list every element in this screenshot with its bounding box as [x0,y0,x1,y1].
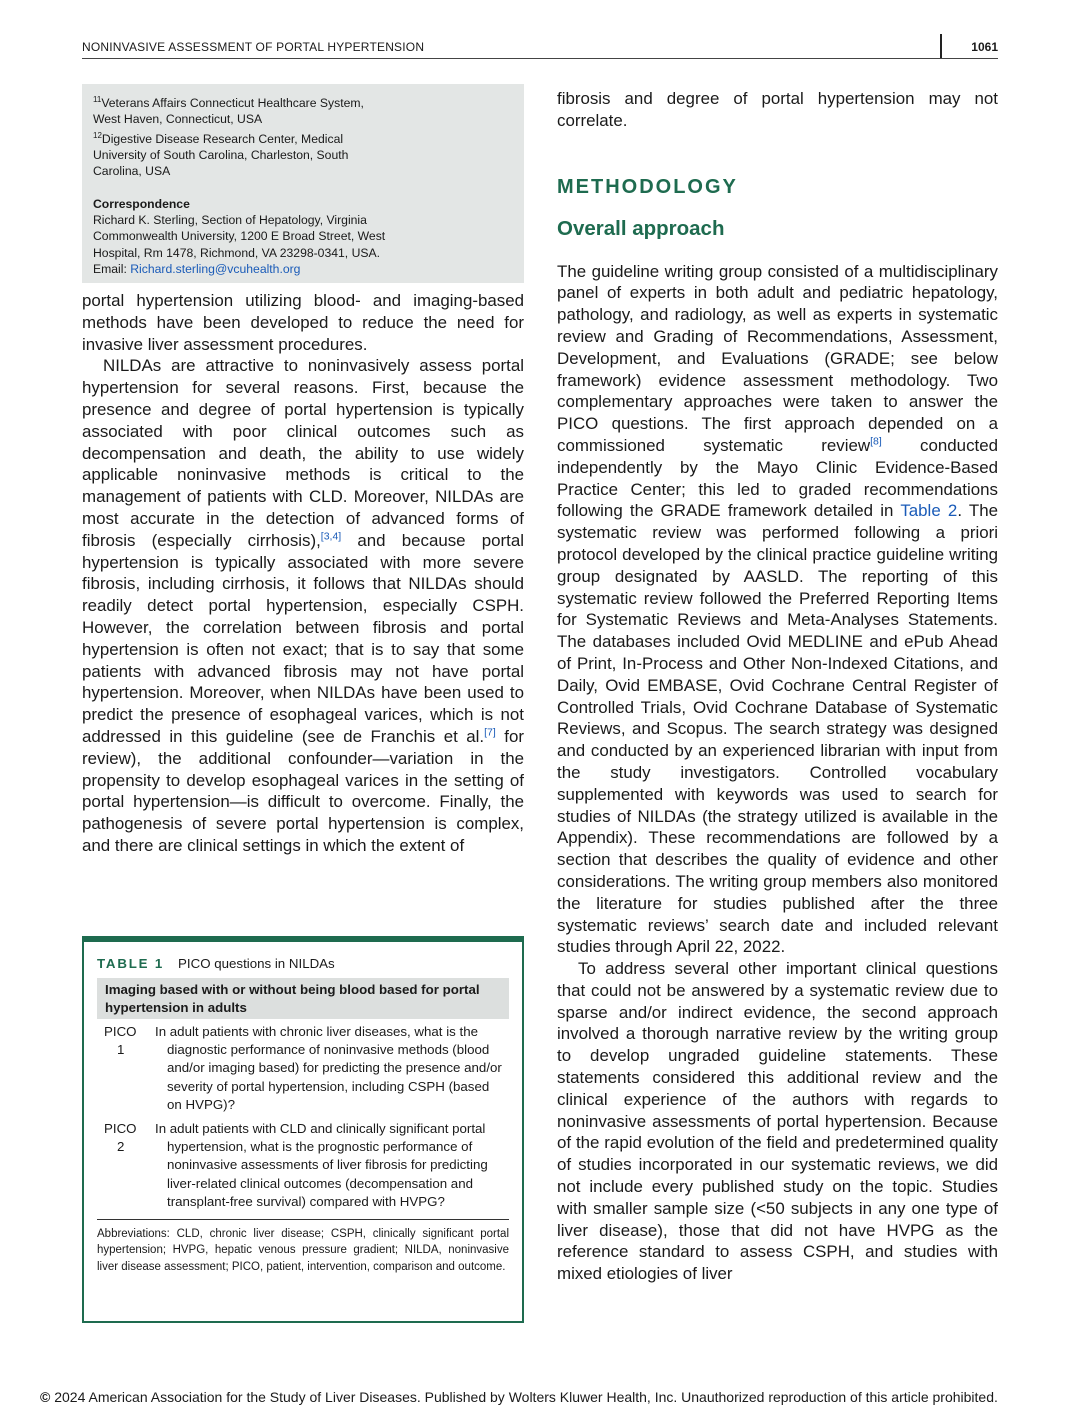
affiliation-box [82,84,524,283]
email-link[interactable]: Richard.sterling@vcuhealth.org [130,261,301,276]
citation-3-4[interactable]: [3,4] [320,530,342,543]
affiliation-11: $^{11}$Veterans Affairs Connecticut Healthcare System, [93,95,364,111]
header-rule [82,58,998,59]
page-number: 1061 [971,40,998,54]
correspondence-line3: Hospital, Rm 1478, Richmond, VA 23298-0341, USA. [93,245,381,260]
left-paragraph-2: NILDAs are attractive to noninvasively assess portal hypertension for several reasons. First, because the presence and degree of portal hypertension is typically associated with poor clinical outcomes such as decompensation and death, the ability to use widely applicable noninvasive methods is critical to the management of patients with CLD. Moreover, NILDAs are most accurate in the detection of advanced forms of fibrosis (especially cirrhosis),[3,4] and because portal hypertension is typically associated with more severe fibrosis, including cirrhosis, it follows that NILDAs should readily detect portal hypertension, especially CSPH. However, the correlation between fibrosis and portal hypertension is often not exact; that is to say that some patients with advanced fibrosis may not have portal hypertension. Moreover, when NILDAs have been used to predict the presence of esophageal varices, which is not addressed in this guideline (see de Franchis et al.[7] for review), the additional confounder—variation in the propensity to develop esophageal varices in the setting of portal hypertension—is difficult to overcome. Finally, the pathogenesis of severe portal hypertension is complex, and there are clinical settings in which the extent of [82,356,525,855]
header-divider [940,34,942,58]
citation-7[interactable]: [7] [484,726,496,739]
right-column [557,88,998,1285]
subsection-heading: Overall approach [557,216,725,240]
table-section-header: Imaging based with or without being blood based for portal hypertension in adults [97,978,509,1019]
table-caption [97,956,509,971]
table-abbreviations: Abbreviations: CLD, chronic liver disease; CSPH, clinically significant portal hypertension; HVPG, hepatic venous pressure gradient; NILDA, noninvasive liver disease assessment; PICO, patient, intervention, comparison and outcome. [97,1219,509,1275]
correspondence-heading: Correspondence [93,196,190,211]
right-paragraph-0: fibrosis and degree of portal hypertension may not correlate. [557,89,998,130]
section-heading: METHODOLOGY [557,175,738,198]
table-row: PICO 2 In adult patients with CLD and clinically significant portal hypertension, what is the prognostic performance of noninvasive assessments of liver fibrosis for predicting liver-related clinical outcomes (decompensation and transplant-free survival) compared with HVPG? [97,1120,509,1211]
table-1 [82,936,524,1323]
correspondence-line1: Richard K. Sterling, Section of Hepatology, Virginia [93,212,367,227]
copyright-symbol: © [40,1389,51,1405]
table-title: PICO questions in NILDAs [178,956,335,971]
citation-8[interactable]: [8] [870,435,882,448]
table-cell: In adult patients with CLD and clinically significant portal hypertension, what is the prognostic performance of noninvasive assessments of liver fibrosis for predicting liver-related clinical outcomes (decompensation and transplant-free survival) compared with HVPG? [155,1121,488,1209]
running-header [82,38,998,58]
table-cell: In adult patients with chronic liver diseases, what is the diagnostic performance of noninvasive methods (blood and/or imaging based) for predicting the presence and/or severity of portal hypertension, including CSPH (based on HVPG)? [155,1024,502,1112]
correspondence-line2: Commonwealth University, 1200 E Broad Street, West [93,229,386,244]
correspondence-email-line: Email: Richard.sterling@vcuhealth.org [93,261,301,276]
table-label: TABLE 1 [97,956,165,971]
affiliation-12-line2: University of South Carolina, Charleston, South [93,148,349,163]
affiliation-11-line2: West Haven, Connecticut, USA [93,112,263,127]
copyright-footer: © 2024 American Association for the Study of Liver Diseases. Published by Wolters Kluwer Health, Inc. Unauthorized reproduction of this article prohibited. [40,1389,998,1405]
left-paragraph-1: portal hypertension utilizing blood- and imaging-based methods have been developed to reduce the need for invasive liver assessment procedures. [82,291,524,354]
table-2-link[interactable]: Table 2 [900,501,958,521]
table-row: PICO 1 In adult patients with chronic liver diseases, what is the diagnostic performance of noninvasive methods (blood and/or imaging based) for predicting the presence and/or severity of portal hypertension, including CSPH (based on HVPG)? [97,1023,509,1114]
running-title: NONINVASIVE ASSESSMENT OF PORTAL HYPERTENSION [82,40,425,54]
right-paragraph-2: To address several other important clinical questions that could not be answered by a systematic review due to sparse and/or indirect evidence, the second approach involved a thorough narrative review by the writing group to develop ungraded guideline statements. These statements considered this additional review and the clinical experience of the authors with regards to noninvasive assessments of portal hypertension. Because of the rapid evolution of the field and predetermined quality of studies incorporated in our systematic reviews, we did not include every published study on the topic. Studies with smaller sample size (<50 subjects in any one type of liver disease), those that did not have HVPG as the reference standard to assess CSPH, and studies with mixed etiologies of liver [557,959,998,1284]
affiliation-12-line3: Carolina, USA [93,164,171,179]
affiliation-12: $^{12}$Digestive Disease Research Center, Medical [93,130,344,146]
left-column [82,84,524,857]
right-paragraph-1: The guideline writing group consisted of a multidisciplinary panel of experts in both adult and pediatric hepatology, pathology, and radiology, as well as experts in systematic review and Grading of Recommendations, Assessment, Development, and Evaluations (GRADE; see below framework) evidence assessment methodology. Two complementary approaches were taken to answer the PICO questions. The first approach depended on a commissioned systematic review[8] conducted independently by the Mayo Clinic Evidence-Based Practice Center; this led to graded recommendations following the GRADE framework detailed in Table 2. The systematic review was performed following a priori protocol developed by the clinical practice guideline writing group designated by AASLD. The reporting of this systematic review followed the Preferred Reporting Items for Systematic Reviews and Meta-Analyses Statements. The databases included Ovid MEDLINE and ePub Ahead of Print, In-Process and Other Non-Indexed Citations, and Daily, Ovid EMBASE, Ovid Cochrane Central Register of Controlled Trials, Ovid Cochrane Database of Systematic Reviews, and Scopus. The search strategy was designed and conducted by an experienced librarian with input from the study investigators. Controlled vocabulary supplemented with keywords was used to search for studies of NILDAs (the strategy utilized is available in the Appendix). These recommendations are followed by a section that describes the quality of evidence and other considerations. The writing group members also monitored the literature for studies published after the three systematic reviews’ search date and included relevant studies through April 22, 2022. [557,261,999,957]
